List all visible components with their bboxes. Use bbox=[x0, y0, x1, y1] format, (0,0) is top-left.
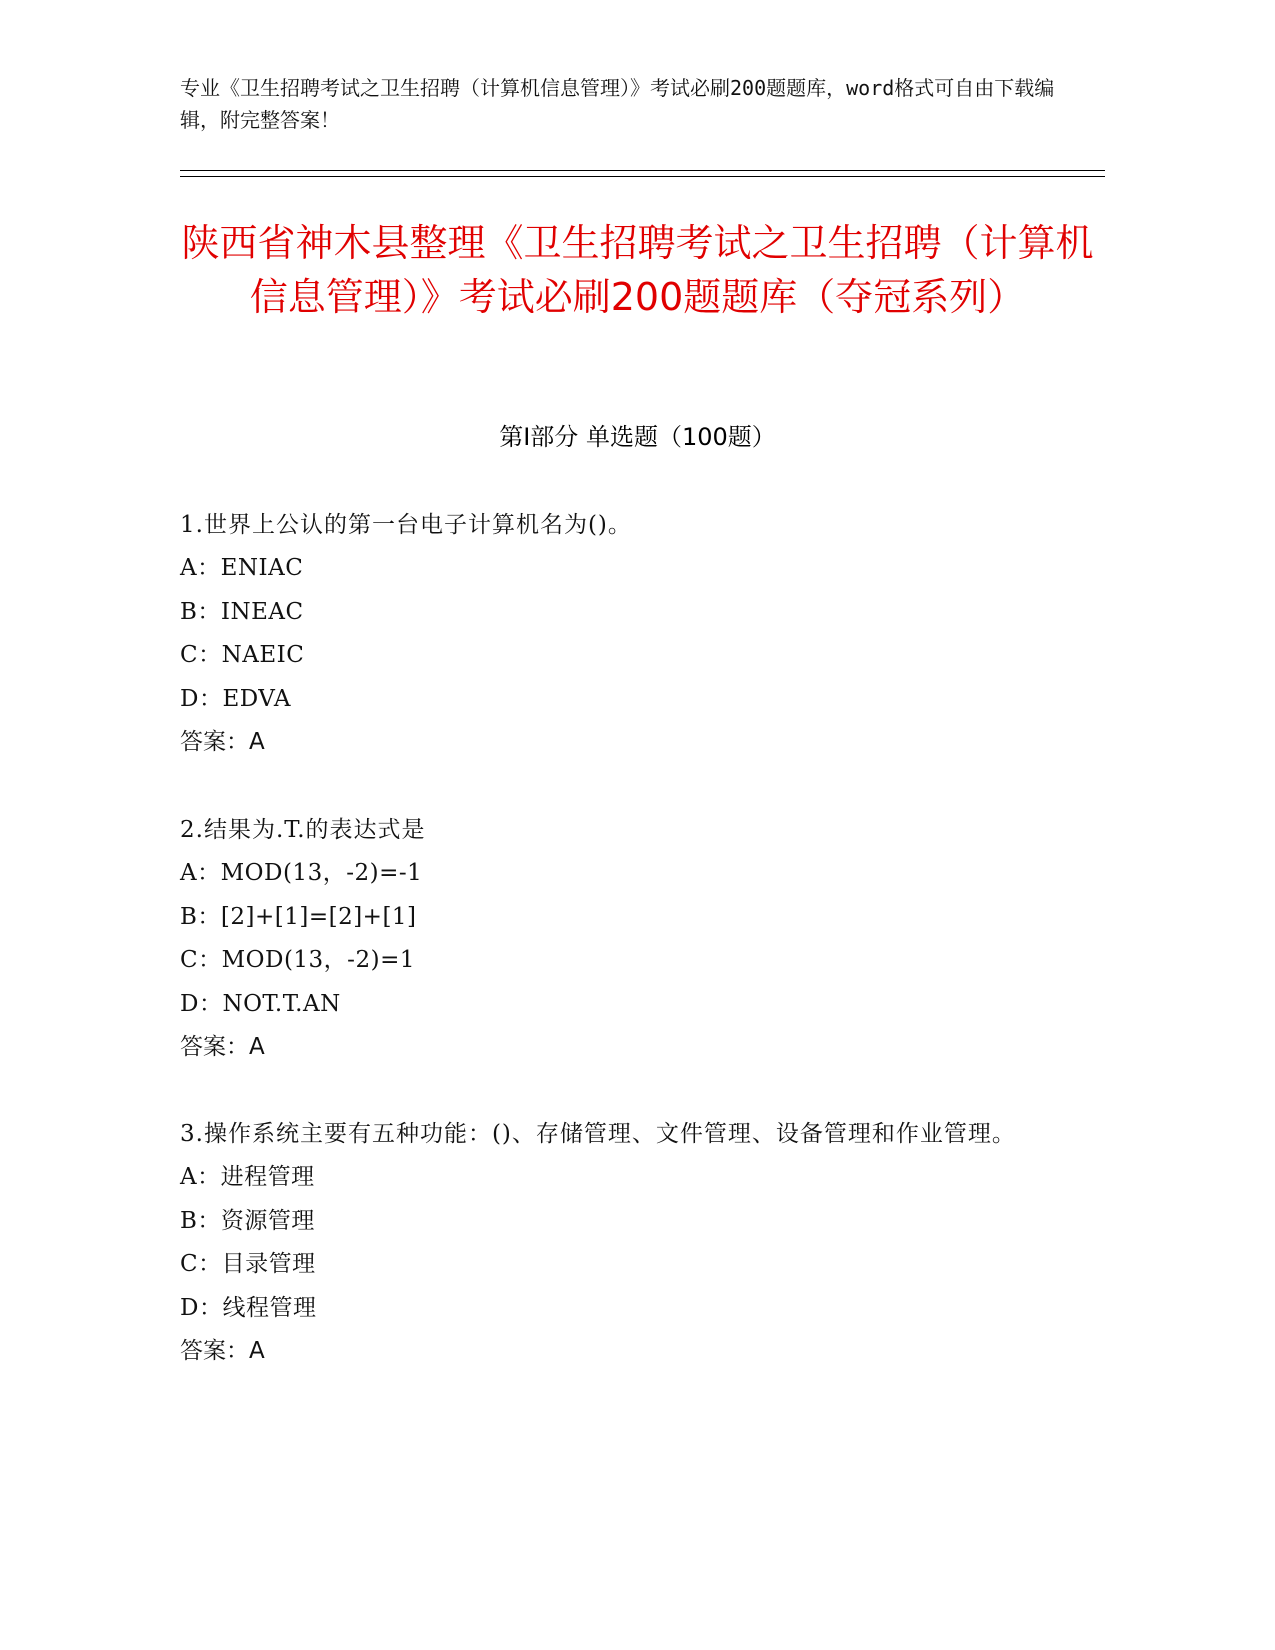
answer-text: 答案：A bbox=[180, 729, 265, 755]
section-title: 第Ⅰ部分 单选题（100题） bbox=[499, 423, 776, 451]
option-d: D：NOT.T.AN bbox=[180, 990, 341, 1017]
question-item bbox=[180, 504, 1040, 765]
option-a: A：MOD(13，-2)=-1 bbox=[180, 860, 423, 886]
option-b: B：[2]+[1]=[2]+[1] bbox=[180, 903, 417, 930]
answer-text: 答案：A bbox=[180, 1034, 265, 1060]
option-b: B：资源管理 bbox=[180, 1207, 315, 1234]
question-item bbox=[180, 809, 1040, 1070]
question-stem: 1.世界上公认的第一台电子计算机名为()。 bbox=[180, 512, 632, 538]
option-c: C：NAEIC bbox=[180, 642, 305, 668]
question-item bbox=[180, 1113, 1040, 1374]
option-d: D：EDVA bbox=[180, 685, 291, 712]
option-a: A：ENIAC bbox=[180, 555, 304, 581]
header-note: 专业《卫生招聘考试之卫生招聘（计算机信息管理）》考试必刷200题题库，word格式可自由下载编辑，附完整答案！ bbox=[180, 76, 1055, 132]
question-stem: 3.操作系统主要有五种功能：()、存储管理、文件管理、设备管理和作业管理。 bbox=[180, 1121, 1016, 1147]
option-b: B：INEAC bbox=[180, 598, 304, 625]
option-c: C：目录管理 bbox=[180, 1251, 316, 1277]
answer-text: 答案：A bbox=[180, 1338, 265, 1364]
option-d: D：线程管理 bbox=[180, 1294, 317, 1321]
option-c: C：MOD(13，-2)=1 bbox=[180, 947, 415, 973]
header-divider-bottom bbox=[180, 176, 1105, 177]
option-a: A：进程管理 bbox=[180, 1164, 315, 1190]
question-stem: 2.结果为.T.的表达式是 bbox=[180, 817, 426, 843]
header-divider-top bbox=[180, 170, 1105, 171]
document-title: 陕西省神木县整理《卫生招聘考试之卫生招聘（计算机信息管理）》考试必刷200题题库（夺冠系列） bbox=[181, 221, 1094, 319]
